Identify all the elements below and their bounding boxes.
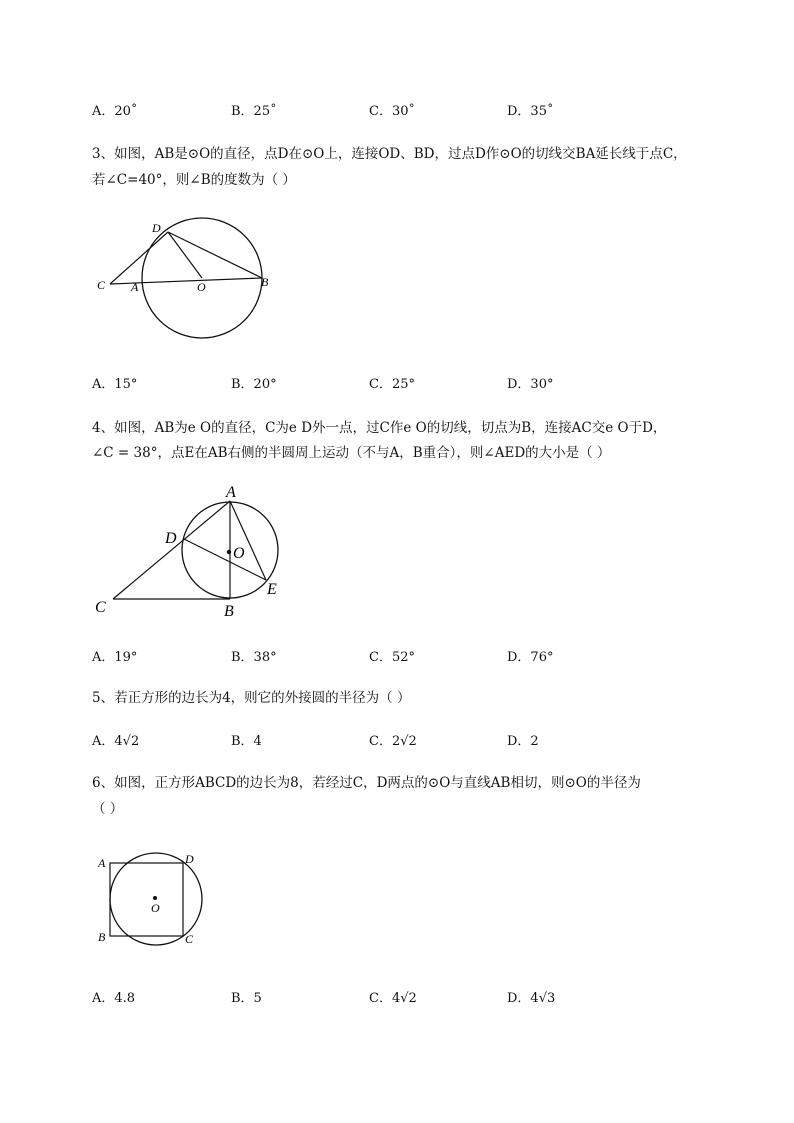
q6-stem-line2: （ ） [92,801,124,817]
q4-stem-line2: ∠C = 38°，点E在AB右侧的半圆周上运动（不与A，B重合），则∠AED的大小是（ ） [92,445,611,461]
q6-option-d: D．4√3 [507,991,556,1006]
q4-label-b: B [224,603,234,620]
q3-option-d: D．30° [507,377,554,392]
q4-stem-line1: 4、如图，AB为e O的直径，C为e D外一点，过C作e O的切线，切点为B，连接AC交e O于D， [92,420,667,436]
q4-label-c: C [95,599,106,616]
q6-option-a: A．4.8 [92,991,136,1006]
q4-center-dot [227,550,231,554]
q6-figure [92,846,212,950]
q6-label-b: B [98,930,106,944]
q6-label-c: C [185,932,194,946]
q5-stem-line1: 5、若正方形的边长为4，则它的外接圆的半径为（ ） [92,690,411,706]
q3-option-b: B．20° [231,377,277,392]
q5-option-d: D．2 [507,734,539,749]
q6-label-a: A [98,856,106,870]
q3-option-c: C．25° [369,377,415,392]
q5-option-c: C．2√2 [369,734,417,749]
q5-option-a: A．4√2 [92,734,140,749]
q6-square [110,863,183,936]
q6-label-o: O [151,901,160,915]
q6-center-dot [153,896,157,900]
q4-option-b: B．38° [231,650,277,665]
q4-option-d: D．76° [507,650,554,665]
q6-option-c: C．4√2 [369,991,417,1006]
q3-option-a: A．15° [92,377,138,392]
q6-label-d: D [185,852,194,866]
q3-figure [90,216,290,346]
q3-label-o: O [197,280,206,294]
q2-option-d: D．35˚ [507,104,554,119]
q4-option-c: C．52° [369,650,415,665]
q3-label-a: A [131,280,139,294]
q3-label-b: B [261,275,269,289]
q4-label-e: E [267,581,277,598]
q4-figure [90,480,300,620]
q2-option-c: C．30˚ [369,104,415,119]
q3-label-d: D [152,221,161,235]
q3-tangent-cd [110,232,168,284]
q4-option-a: A．19° [92,650,138,665]
q2-option-a: A．20˚ [92,104,138,119]
q3-label-c: C [97,278,106,292]
q2-option-b: B．25˚ [231,104,277,119]
q3-stem-line1: 3、如图，AB是⊙O的直径，点D在⊙O上，连接OD、BD，过点D作⊙O的切线交BA延长线于点C， [92,146,687,162]
q4-chord-de [184,539,266,580]
q3-stem-line2: 若∠C=40°，则∠B的度数为（ ） [92,172,296,188]
q4-label-a: A [226,484,236,501]
q4-label-o: O [233,545,245,562]
q4-label-d: D [165,530,177,547]
q3-radius-od [168,232,202,278]
q4-line-ca [113,501,230,599]
q5-option-b: B．4 [231,734,262,749]
q6-option-b: B．5 [231,991,262,1006]
q6-stem-line1: 6、如图，正方形ABCD的边长为8，若经过C，D两点的⊙O与直线AB相切，则⊙O的半径为 [92,775,641,791]
